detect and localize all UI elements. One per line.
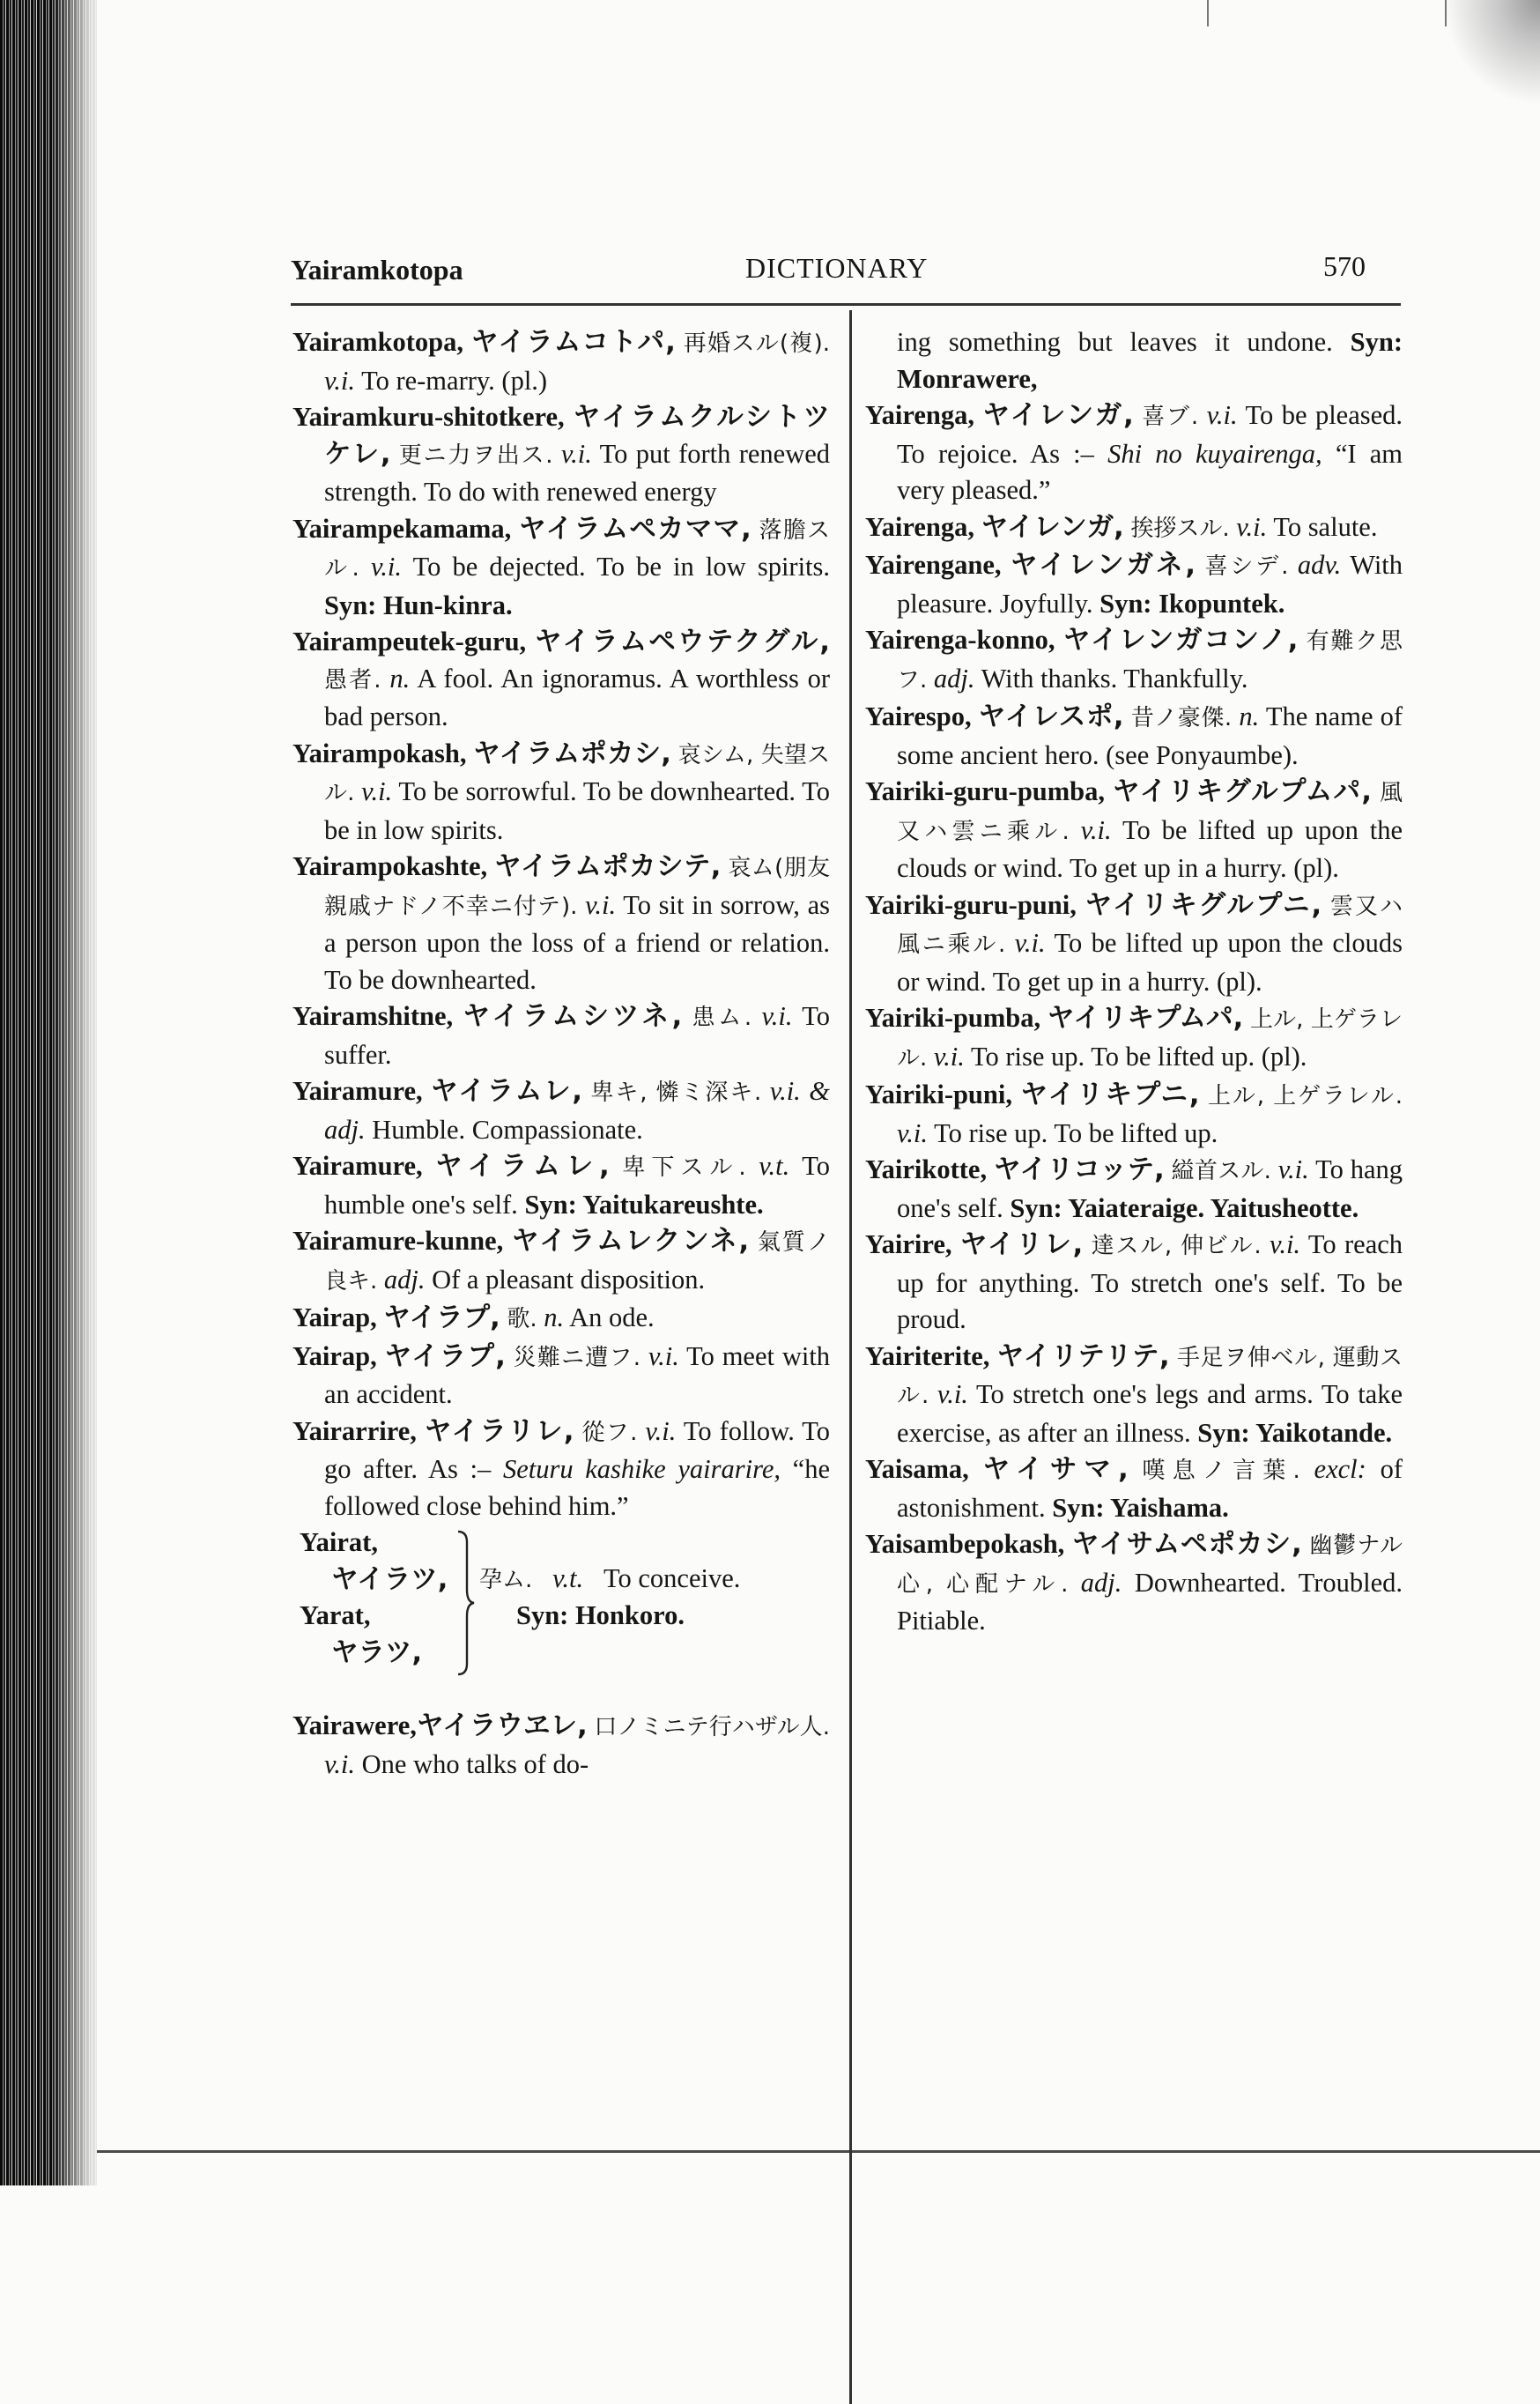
japanese-gloss: 挨拶スル. [1130, 515, 1230, 542]
part-of-speech: v.i. [1236, 511, 1268, 542]
part-of-speech: v.i. [1206, 400, 1238, 430]
definition: To reach up for anything. To stretch one's self. To be proud. [897, 1229, 1403, 1334]
japanese-gloss: 嘆息ノ言葉. [1142, 1458, 1300, 1484]
note: (see Ponyaumbe). [1106, 739, 1299, 770]
definition: To re-marry. [361, 365, 495, 396]
dictionary-entry [292, 1073, 830, 1148]
japanese-gloss: 喜シデ. [1204, 553, 1289, 580]
headword-kana: ヤイレンガネ, [1011, 550, 1196, 581]
brace-definition [479, 1561, 833, 1634]
dictionary-entry [865, 774, 1403, 887]
brace-entry [292, 1525, 830, 1708]
part-of-speech: v.i. [648, 1340, 679, 1371]
top-edge-mark [1207, 0, 1209, 26]
header-rule [291, 303, 1401, 306]
headword: Yairenga, [865, 400, 974, 430]
dictionary-entry [865, 1152, 1403, 1227]
japanese-gloss: 幽鬱ナル心, 心配ナル. [897, 1532, 1403, 1598]
dictionary-entry [292, 624, 830, 736]
dictionary-entry [292, 1708, 830, 1783]
definition: To follow. To go after. As :– [324, 1415, 831, 1484]
headword: Yairap, [292, 1302, 377, 1332]
definition: To be dejected. To be in low spirits. [412, 552, 831, 582]
headword: Yairat, [300, 1527, 378, 1557]
headword-kana: ヤイラムポカシテ, [494, 851, 722, 882]
part-of-speech: v.i. [1014, 928, 1046, 958]
synonym: Syn: Yaitukareushte. [524, 1189, 764, 1220]
right-column [865, 324, 1403, 1640]
left-column [292, 324, 830, 1783]
headword-kana: ヤイラムレ, [435, 1151, 610, 1182]
dictionary-entry [292, 1223, 830, 1300]
definition: To meet with an accident. [324, 1340, 831, 1409]
headword-kana: ヤイリキプニ, [1020, 1080, 1200, 1110]
definition: To be pleased. To rejoice. As :– [897, 400, 1403, 469]
headword: Yairamshitne, [292, 1001, 454, 1031]
headword-kana: ヤイリレ, [959, 1229, 1084, 1260]
entry-continuation [865, 324, 1403, 397]
example-gloss: “he followed close behind him.” [324, 1454, 830, 1521]
part-of-speech: n. [544, 1302, 565, 1332]
dictionary-entry [292, 849, 830, 998]
headword-kana: ヤイラムペウテクグル, [535, 627, 831, 657]
right-entries [865, 397, 1403, 1640]
headword-kana: ヤイラツ, [331, 1563, 448, 1595]
definition: The name of some ancient hero. [897, 701, 1403, 770]
part-of-speech: n. [389, 663, 411, 694]
binding-fade [53, 0, 106, 2185]
dictionary-entry [865, 1077, 1403, 1152]
japanese-gloss: 哀シム, 失望スル. [324, 741, 831, 806]
synonym: Syn: Honkoro. [516, 1599, 685, 1630]
headword: Yairamure, [292, 1151, 423, 1181]
part-of-speech: v.i. [324, 1748, 355, 1779]
headword: Yairawere, [292, 1710, 417, 1740]
dictionary-entry [865, 547, 1403, 622]
definition: Downhearted. Troubled. Pitiable. [897, 1567, 1403, 1636]
part-of-speech: adv. [1297, 550, 1342, 580]
dictionary-entry [292, 1148, 830, 1223]
dictionary-entry [292, 399, 830, 511]
definition: With pleasure. Joyfully. [897, 550, 1403, 619]
headword: Yaisama, [865, 1454, 969, 1484]
japanese-gloss: 達スル, 伸ビル. [1091, 1233, 1262, 1259]
example: Shi no kuyairenga, [1107, 438, 1322, 469]
definition: ing something but leaves it undone. [897, 327, 1333, 357]
dictionary-entry [292, 998, 830, 1073]
part-of-speech: n. [1239, 701, 1260, 731]
bottom-edge-line [97, 2150, 1540, 2153]
column-rule [849, 310, 852, 2404]
headword-kana: ヤイラプ, [383, 1302, 500, 1333]
part-of-speech: v.i. [370, 552, 402, 582]
japanese-gloss: 孕ム. [479, 1567, 533, 1593]
definition: An ode. [569, 1302, 655, 1332]
headword: Yairiki-pumba, [865, 1003, 1041, 1033]
japanese-gloss: 歌. [507, 1306, 537, 1332]
definition: To suffer. [324, 1001, 831, 1070]
dictionary-entry [292, 324, 830, 399]
dictionary-entry [865, 1526, 1403, 1640]
curly-brace-icon [456, 1530, 476, 1676]
part-of-speech: v.t. [552, 1563, 584, 1593]
brace-headwords [300, 1525, 448, 1671]
headword: Yairire, [865, 1229, 952, 1259]
headword-kana: ヤイラムコトパ, [470, 327, 676, 358]
headword: Yairiki-guru-pumba, [865, 776, 1106, 806]
synonym: Syn: Yaiateraige. Yaitusheotte. [1010, 1192, 1359, 1223]
headword-kana: ヤイラプ, [384, 1340, 506, 1372]
definition: To put forth renewed strength. To do with renewed energy [324, 438, 831, 507]
headword: Yairespo, [865, 701, 972, 731]
part-of-speech: excl: [1314, 1454, 1366, 1484]
part-of-speech: v.i. [585, 889, 617, 920]
dictionary-entry [865, 887, 1403, 1001]
part-of-speech: v.i. & adj. [324, 1076, 831, 1145]
part-of-speech: v.i. [1270, 1229, 1301, 1259]
definition: To stretch one's legs and arms. To take exercise, as after an illness. [897, 1379, 1403, 1448]
dictionary-entry [865, 1227, 1403, 1339]
japanese-gloss: 災難ニ遭フ. [513, 1344, 640, 1371]
headword: Yaisambepokash, [865, 1529, 1065, 1559]
dictionary-entry [292, 1339, 830, 1413]
definition: To humble one's self. [324, 1151, 831, 1220]
japanese-gloss: 落膽スル. [324, 516, 831, 582]
headword-kana: ヤラツ, [331, 1636, 423, 1668]
headword-kana: ヤイラムシツネ, [463, 1001, 683, 1032]
headword: Yairengane, [865, 550, 1002, 580]
running-head-center: DICTIONARY [745, 252, 929, 284]
part-of-speech: v.i. [933, 1041, 965, 1072]
dictionary-entry [292, 1300, 830, 1339]
headword-kana: ヤイラウヱレ, [416, 1710, 588, 1741]
definition: Of a pleasant disposition. [432, 1264, 706, 1295]
japanese-gloss: 卑下スル. [622, 1154, 746, 1181]
headword: Yairamkuru-shitotkere, [292, 402, 565, 432]
page-number: 570 [1323, 250, 1366, 282]
japanese-gloss: 患ム. [692, 1005, 752, 1031]
headword-kana: ヤイレンガ, [981, 511, 1124, 543]
japanese-gloss: 氣質ノ良キ. [324, 1229, 831, 1295]
headword-kana: ヤイラムペカママ, [519, 513, 751, 545]
headword: Yairap, [292, 1340, 377, 1371]
headword-kana: ヤイラムレ, [431, 1076, 583, 1107]
japanese-gloss: 更ニ力ヲ出ス. [398, 441, 553, 469]
synonym: Syn: Monrawere, [897, 327, 1403, 394]
headword: Yairiki-guru-puni, [865, 889, 1077, 920]
japanese-gloss: 愚者. [324, 666, 381, 694]
japanese-gloss: 再婚スル(複). [683, 330, 830, 357]
example-gloss: “I am very pleased.” [897, 438, 1403, 505]
definition: To rise up. To be lifted up. [934, 1117, 1218, 1148]
japanese-gloss: 喜ブ. [1142, 404, 1199, 430]
part-of-speech: v.i. [645, 1415, 677, 1446]
definition: To be lifted up upon the clouds or wind. To get up in a hurry. [897, 928, 1403, 997]
headword-kana: ヤイラムレクンネ, [511, 1226, 750, 1257]
japanese-gloss: 上ル, 上ゲラレル. [897, 1006, 1403, 1072]
part-of-speech: adj. [383, 1264, 426, 1295]
dictionary-entry [865, 1451, 1403, 1526]
dictionary-entry [865, 1339, 1403, 1452]
headword-kana: ヤイリキプムパ, [1047, 1003, 1244, 1034]
synonym: Syn: Yaikotande. [1197, 1417, 1393, 1448]
headword-kana: ヤイラムクルシトツケレ, [324, 402, 830, 470]
note: (pl). [1216, 966, 1262, 997]
headword: Yairiterite, [865, 1340, 990, 1371]
part-of-speech: v.i. [1080, 814, 1112, 845]
headword: Yairamkotopa, [292, 327, 464, 357]
part-of-speech: v.i. [761, 1001, 793, 1031]
headword: Yairampokashte, [292, 851, 488, 881]
headword-kana: ヤイサムペポカシ, [1071, 1529, 1302, 1560]
dictionary-entry [865, 509, 1403, 548]
dictionary-entry [292, 511, 830, 625]
headword-kana: ヤイレスポ, [978, 701, 1124, 732]
headword: Yairampeutek-guru, [292, 627, 527, 657]
japanese-gloss: 口ノミニテ行ハザル人. [594, 1714, 831, 1740]
headword: Yairenga-konno, [865, 625, 1055, 655]
part-of-speech: v.i. [361, 776, 393, 806]
running-head-left: Yairamkotopa [291, 254, 463, 286]
headword-kana: ヤイリキグルプニ, [1085, 889, 1322, 921]
headword: Yairampekamama, [292, 513, 512, 544]
part-of-speech: v.i. [937, 1379, 968, 1409]
definition: To conceive. [603, 1563, 741, 1593]
page-edge-shadow [1443, 0, 1540, 106]
part-of-speech: v.i. [897, 1117, 928, 1148]
definition: To salute. [1273, 511, 1378, 542]
headword: Yairamure-kunne, [292, 1226, 504, 1256]
example: Seturu kashike yairarire, [502, 1454, 781, 1484]
part-of-speech: v.i. [1277, 1154, 1309, 1184]
headword-kana: ヤイリコッテ, [993, 1154, 1165, 1185]
note: (pl.) [501, 365, 548, 396]
headword-kana: ヤイレンガコンノ, [1062, 625, 1299, 656]
top-edge-mark [1445, 0, 1447, 26]
japanese-gloss: 從フ. [581, 1419, 638, 1446]
japanese-gloss: 卑キ, 憐ミ深キ. [590, 1080, 762, 1106]
definition: To be sorrowful. To be downhearted. To be in low spirits. [324, 776, 831, 845]
note: (pl). [1261, 1041, 1307, 1072]
synonym: Syn: Hun-kinra. [324, 590, 513, 620]
definition: A fool. An ignoramus. A worthless or bad person. [324, 663, 830, 731]
headword-kana: ヤイリテリテ, [996, 1340, 1170, 1372]
part-of-speech: v.i. [560, 438, 592, 469]
synonym: Syn: Ikopuntek. [1099, 588, 1285, 619]
dictionary-entry [865, 622, 1403, 699]
headword-kana: ヤイサマ, [982, 1454, 1129, 1485]
headword: Yairenga, [865, 511, 974, 542]
headword: Yairikotte, [865, 1154, 988, 1184]
definition: To be lifted up upon the clouds or wind. To get up in a hurry. [897, 814, 1403, 883]
synonym: Syn: Yaishama. [1052, 1492, 1229, 1523]
headword-kana: ヤイレンガ, [982, 400, 1134, 431]
japanese-gloss: 哀ム(朋友親戚ナドノ不幸ニ付テ). [324, 855, 831, 920]
headword-kana: ヤイラリレ, [424, 1415, 574, 1447]
headword: Yairamure, [292, 1076, 423, 1106]
definition: of astonishment. [897, 1454, 1403, 1523]
note: (pl). [1293, 853, 1339, 883]
japanese-gloss: 有難ク思フ. [897, 628, 1403, 694]
headword-kana: ヤイリキグルプムパ, [1113, 776, 1372, 807]
part-of-speech: v.t. [759, 1151, 790, 1181]
part-of-speech: adj. [933, 663, 975, 694]
japanese-gloss: 昔ノ豪傑. [1130, 705, 1233, 731]
headword: Yarat, [300, 1600, 371, 1630]
japanese-gloss: 風又ハ雲ニ乘ル. [897, 780, 1403, 845]
part-of-speech: adj. [1080, 1567, 1122, 1598]
definition: To rise up. To be lifted up. [970, 1041, 1255, 1072]
part-of-speech: v.i. [324, 365, 355, 396]
definition: To sit in sorrow, as a person upon the loss of a friend or relation. To be downhearted. [324, 889, 831, 995]
dictionary-entry [865, 1000, 1403, 1077]
definition: To hang one's self. [897, 1154, 1403, 1223]
definition: With thanks. Thankfully. [981, 663, 1248, 694]
japanese-gloss: 手足ヲ伸ベル, 運動スル. [897, 1344, 1403, 1409]
dictionary-entry [865, 397, 1403, 509]
headword: Yairarrire, [292, 1415, 417, 1446]
dictionary-entry [292, 1413, 830, 1525]
dictionary-entry [865, 699, 1403, 774]
headword: Yairiki-puni, [865, 1080, 1012, 1109]
japanese-gloss: 上ル, 上ゲラレル. [1207, 1083, 1403, 1109]
definition: Humble. Compassionate. [372, 1114, 643, 1145]
definition: One who talks of do- [361, 1748, 589, 1779]
dictionary-entry [292, 736, 830, 850]
left-entries [292, 324, 830, 1525]
japanese-gloss: 雲又ハ風ニ乘ル. [897, 893, 1403, 958]
headword: Yairampokash, [292, 738, 467, 768]
headword-kana: ヤイラムポカシ, [473, 738, 671, 769]
japanese-gloss: 縊首スル. [1171, 1158, 1271, 1184]
